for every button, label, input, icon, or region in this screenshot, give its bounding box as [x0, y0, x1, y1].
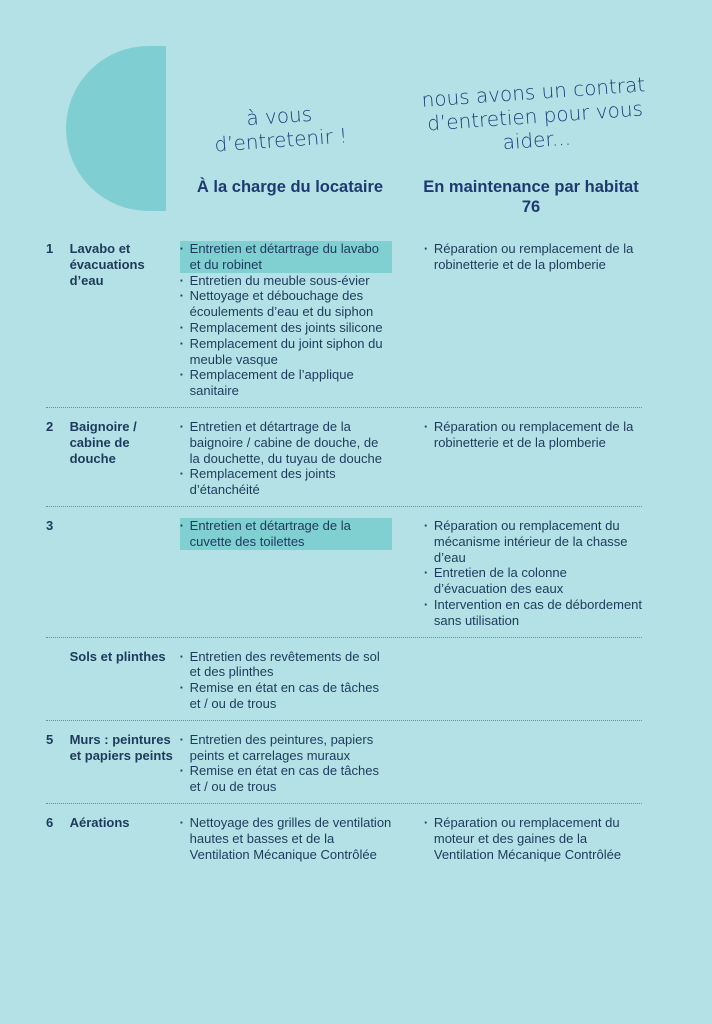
table-row — [46, 732, 642, 804]
row-label: Lavabo et évacuations d’eau — [69, 241, 145, 288]
row-number: 3 — [46, 517, 54, 533]
list-item: · Entretien des peintures, papiers peints et carrelages muraux — [180, 732, 392, 764]
list-item: · Entretien et détartrage du lavabo et du robinet — [180, 241, 392, 273]
tenant-tasks — [180, 649, 392, 712]
row-label: Murs : peintures et papiers peints — [69, 731, 173, 763]
list-item: · Entretien et détartrage de la cuvette des toilettes — [180, 518, 392, 550]
list-item: · Réparation ou remplacement du moteur et des gaines de la Ventilation Mécanique Contrôlée — [424, 815, 642, 862]
maintenance-tasks — [424, 815, 642, 862]
table-row — [46, 815, 642, 870]
row-label: Aérations — [69, 814, 130, 830]
row-number: 5 — [46, 731, 54, 747]
list-item: · Remplacement des joints silicone — [180, 320, 392, 336]
row-label: Sols et plinthes — [69, 648, 166, 664]
list-item: · Nettoyage et débouchage des écoulements d’eau et du siphon — [180, 288, 392, 320]
table-row — [46, 241, 642, 408]
list-item: · Réparation ou remplacement de la robinetterie et de la plomberie — [424, 419, 642, 451]
row-number: 2 — [46, 418, 54, 434]
right-script-heading: nous avons un contrat d’entretien pour vous aider... — [420, 72, 646, 155]
list-item: · Remise en état en cas de tâches et / ou de trous — [180, 763, 392, 795]
list-item: · Entretien des revêtements de sol et des plinthes — [180, 649, 392, 681]
maintenance-column-title: En maintenance par habitat 76 — [423, 178, 639, 216]
row-number: 1 — [46, 241, 54, 256]
maintenance-tasks — [424, 518, 642, 629]
table-row — [46, 649, 642, 721]
row-number: 6 — [46, 814, 54, 830]
list-item: · Intervention en cas de débordement sans utilisation — [424, 597, 642, 629]
decorative-half-circle — [66, 46, 166, 211]
table-row — [46, 518, 642, 638]
list-item: · Remplacement des joints d’étanchéité — [180, 466, 392, 498]
tenant-tasks — [180, 419, 392, 498]
list-item: · Entretien de la colonne d’évacuation des eaux — [424, 565, 642, 597]
list-item: · Remise en état en cas de tâches et / ou de trous — [180, 680, 392, 712]
list-item: · Entretien et détartrage de la baignoire / cabine de douche, de la douchette, du tuyau de douche — [180, 419, 392, 466]
row-label: Baignoire / cabine de douche — [69, 418, 137, 466]
maintenance-table — [46, 241, 642, 881]
maintenance-tasks — [424, 241, 642, 273]
left-script-heading: à vous d’entretenir ! — [213, 101, 348, 157]
list-item: · Remplacement du joint siphon du meuble vasque — [180, 336, 392, 368]
maintenance-tasks — [424, 419, 642, 451]
list-item: · Remplacement de l’applique sanitaire — [180, 367, 392, 399]
list-item: · Réparation ou remplacement du mécanisme intérieur de la chasse d’eau — [424, 518, 642, 565]
list-item: · Nettoyage des grilles de ventilation hautes et basses et de la Ventilation Mécanique Contrôlée — [180, 815, 392, 862]
tenant-tasks — [180, 241, 392, 399]
tenant-column-title: À la charge du locataire — [196, 178, 384, 196]
tenant-tasks — [180, 518, 392, 550]
list-item: · Réparation ou remplacement de la robinetterie et de la plomberie — [424, 241, 642, 273]
table-row — [46, 419, 642, 507]
tenant-tasks — [180, 732, 392, 795]
tenant-tasks — [180, 815, 392, 862]
list-item: · Entretien du meuble sous-évier — [180, 273, 392, 289]
